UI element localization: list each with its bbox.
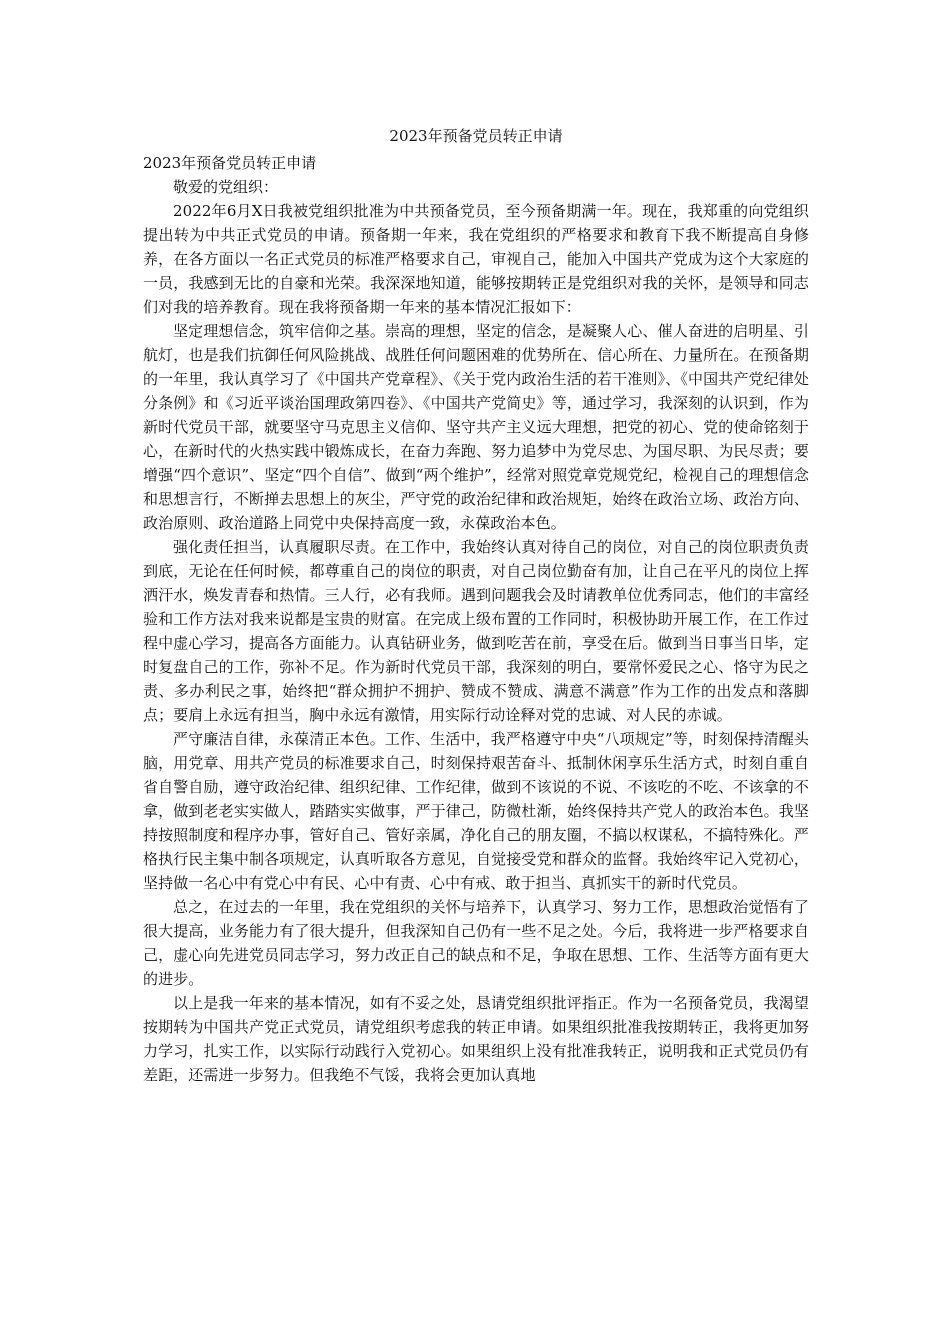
paragraph-summary: 总之，在过去的一年里，我在党组织的关怀与培养下，认真学习、努力工作，思想政治觉悟有了很大提高，业务能力有了很大提升，但我深知自己仍有一些不足之处。今后，我将进一步严格要求自己，虚心向先进党员同志学习，努力改正自己的缺点和不足，争取在思想、工作、生活等方面有更大的进步。 (143, 898, 809, 988)
paragraph-responsibility: 强化责任担当，认真履职尽责。在工作中，我始终认真对待自己的岗位，对自己的岗位职责负责到底，无论在任何时候，都尊重自己的岗位的职责，对自己岗位勤奋有加，让自己在平凡的岗位上挥洒汗水，焕发青春和热情。三人行，必有我师。遇到问题我会及时请教单位优秀同志，他们的丰富经验和工作方法对我来说都是宝贵的财富。在完成上级布置的工作同时，积极协助开展工作，在工作过程中虚心学习，提高各方面能力。认真钻研业务，做到吃苦在前，享受在后。做到当日事当日毕，定时复盘自己的工作，弥补不足。作为新时代党员干部，我深刻的明白，要常怀爱民之心、恪守为民之责、多办利民之事，始终把“群众拥护不拥护、赞成不赞成、满意不满意”作为工作的出发点和落脚点；要肩上永远有担当，胸中永远有激情，用实际行动诠释对党的忠诚、对人民的赤诚。 (143, 538, 809, 724)
paragraph-integrity: 严守廉洁自律，永葆清正本色。工作、生活中，我严格遵守中央“八项规定”等，时刻保持清醒头脑，用党章、用共产党员的标准要求自己，时刻保持艰苦奋斗、抵制休闲享乐生活方式，时刻自重自省自警自励，遵守政治纪律、组织纪律、工作纪律，做到不该说的不说、不该吃的不吃、不该拿的不拿，做到老老实实做人，踏踏实实做事，严于律己，防微杜渐，始终保持共产党人的政治本色。我坚持按照制度和程序办事，管好自己、管好亲属，净化自己的朋友圈，不搞以权谋私，不搞特殊化。严格执行民主集中制各项规定，认真听取各方意见，自觉接受党和群众的监督。我始终牢记入党初心，坚持做一名心中有党心中有民、心中有责、心中有戒、敢于担当、真抓实干的新时代党员。 (143, 730, 809, 892)
document-title: 2023年预备党员转正申请 (389, 127, 563, 145)
paragraph-opening: 2022年6月X日我被党组织批准为中共预备党员，至今预备期满一年。现在，我郑重的向党组织提出转为中共正式党员的申请。预备期一年来，我在党组织的严格要求和教育下我不断提高自身修养，在各方面以一名正式党员的标准严格要求自己，审视自己，能加入中国共产党成为这个大家庭的一员，我感到无比的自豪和光荣。我深深地知道，能够按期转正是党组织对我的关怀，是领导和同志们对我的培养教育。现在我将预备期一年来的基本情况汇报如下： (143, 202, 809, 316)
document-page (143, 124, 809, 1087)
paragraph-closing: 以上是我一年来的基本情况，如有不妥之处，恳请党组织批评指正。作为一名预备党员，我渴望按期转为中国共产党正式党员，请党组织考虑我的转正申请。如果组织批准我按期转正，我将更加努力学习，扎实工作，以实际行动践行入党初心。如果组织上没有批准我转正，说明我和正式党员仍有差距，还需进一步努力。但我绝不气馁，我将会更加认真地 (143, 994, 809, 1084)
document-subtitle: 2023年预备党员转正申请 (143, 154, 317, 172)
paragraph-ideals: 坚定理想信念，筑牢信仰之基。崇高的理想，坚定的信念，是凝聚人心、催人奋进的启明星、引航灯，也是我们抗御任何风险挑战、战胜任何问题困难的优势所在、信心所在、力量所在。在预备期的一年里，我认真学习了《中国共产党章程》、《关于党内政治生活的若干准则》、《中国共产党纪律处分条例》和《习近平谈治国理政第四卷》、《中国共产党简史》等，通过学习，我深刻的认识到，作为新时代党员干部，就要坚守马克思主义信仰、坚守共产主义远大理想，把党的初心、党的使命铭刻于心，在新时代的火热实践中锻炼成长，在奋力奔跑、努力追梦中为党尽忠、为国尽职、为民尽责；要增强“四个意识”、坚定“四个自信”、做到“两个维护”，经常对照党章党规党纪，检视自己的理想信念和思想言行，不断掸去思想上的灰尘，严守党的政治纪律和政治规矩，始终在政治立场、政治方向、政治原则、政治道路上同党中央保持高度一致，永葆政治本色。 (143, 322, 809, 532)
salutation: 敬爱的党组织： (173, 178, 279, 196)
